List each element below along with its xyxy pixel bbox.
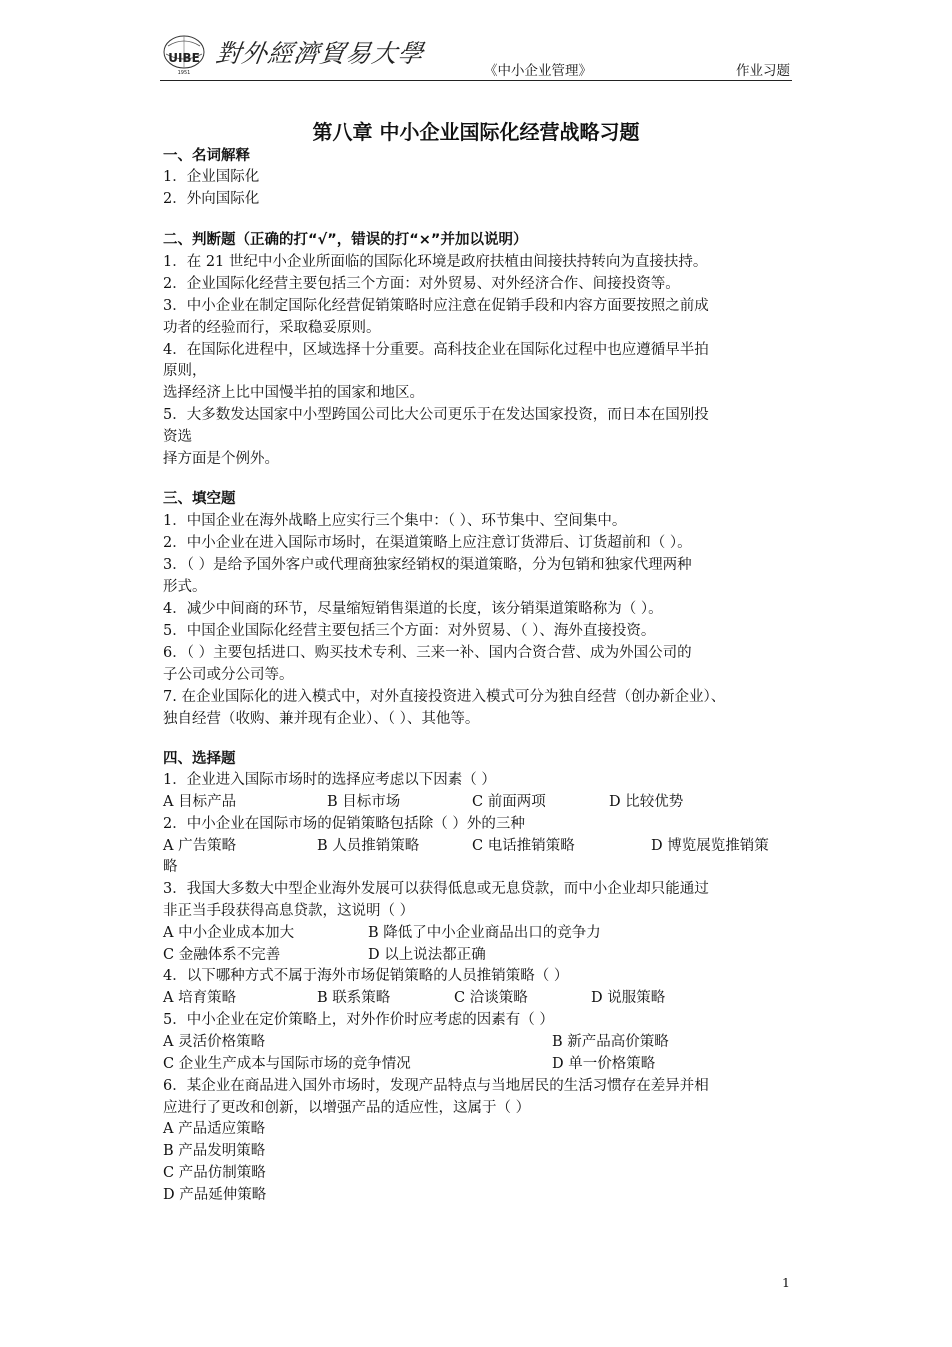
university-logo-icon (160, 32, 208, 76)
option-a: A 培育策略 (163, 990, 237, 1006)
text-line: 5．中国企业国际化经营主要包括三个方面：对外贸易、（ ）、海外直接投资。 (163, 623, 656, 639)
option-b: B 产品发明策略 (163, 1143, 266, 1159)
option-c: C 前面两项 (472, 794, 546, 810)
course-name: 《中小企业管理》 (484, 63, 592, 79)
option-c: C 产品仿制策略 (163, 1165, 266, 1181)
text-line: 功者的经验而行，采取稳妥原则。 (163, 320, 381, 336)
question-2: 2．中小企业在国际市场的促销策略包括除（ ）外的三种 (163, 816, 525, 832)
section-heading-3: 三、填空题 (163, 491, 236, 507)
text-line: 选择经济上比中国慢半拍的国家和地区。 (163, 385, 424, 401)
option-d: D 比较优势 (609, 794, 684, 810)
section-heading-4: 四、选择题 (163, 751, 236, 767)
text-line: 3．（ ）是给予国外客户或代理商独家经销权的渠道策略，分为包销和独家代理两种 (163, 557, 692, 573)
page-number: 1 (782, 1275, 790, 1290)
text-line: 略 (163, 859, 178, 875)
option-d: D 博览展览推销策 (651, 838, 769, 854)
university-name: 對外經濟貿易大學 (213, 39, 426, 68)
text-line: 5．大多数发达国家中小型跨国公司比大公司更乐于在发达国家投资，而日本在国别投 (163, 407, 709, 423)
question-5: 5．中小企业在定价策略上，对外作价时应考虑的因素有（ ） (163, 1012, 554, 1028)
list-item: 1．企业国际化 (163, 169, 260, 185)
text-line: 择方面是个例外。 (163, 451, 279, 467)
text-line: 原则， (163, 363, 207, 379)
option-a: A 灵活价格策略 (163, 1034, 266, 1050)
option-c: C 洽谈策略 (454, 990, 528, 1006)
question-3-cont: 非正当手段获得高息贷款，这说明（ ） (163, 903, 415, 919)
question-3: 3．我国大多数大中型企业海外发展可以获得低息或无息贷款，而中小企业却只能通过 (163, 881, 709, 897)
list-item: 2．外向国际化 (163, 191, 260, 207)
text-line: 6．（ ）主要包括进口、购买技术专利、三来一补、国内合资合营、成为外国公司的 (163, 645, 692, 661)
doc-type: 作业习题 (736, 63, 790, 79)
option-b: B 目标市场 (327, 794, 401, 810)
option-c: C 企业生产成本与国际市场的竞争情况 (163, 1056, 411, 1072)
text-line: 4．在国际化进程中，区域选择十分重要。高科技企业在国际化过程中也应遵循早半拍 (163, 342, 709, 358)
option-d: D 单一价格策略 (552, 1056, 656, 1072)
option-b: B 人员推销策略 (317, 838, 420, 854)
option-b: B 联系策略 (317, 990, 391, 1006)
question-4: 4．以下哪种方式不属于海外市场促销策略的人员推销策略（ ） (163, 968, 569, 984)
logo-text: UIBE (168, 51, 200, 65)
text-line: 2．中小企业在进入国际市场时，在渠道策略上应注意订货滞后、订货超前和（ ）。 (163, 535, 692, 551)
option-a: A 中小企业成本加大 (163, 925, 295, 941)
option-a: A 目标产品 (163, 794, 237, 810)
page-header (160, 28, 792, 81)
option-a: A 产品适应策略 (163, 1121, 266, 1137)
option-d: D 产品延伸策略 (163, 1187, 267, 1203)
text-line: 3．中小企业在制定国际化经营促销策略时应注意在促销手段和内容方面要按照之前成 (163, 298, 709, 314)
text-line: 独自经营（收购、兼并现有企业）、（ ）、其他等。 (163, 711, 480, 727)
text-line: 7. 在企业国际化的进入模式中，对外直接投资进入模式可分为独自经营（创办新企业）、 (163, 689, 726, 705)
logo-year: 1951 (177, 70, 191, 76)
question-1: 1．企业进入国际市场时的选择应考虑以下因素（ ） (163, 772, 496, 788)
text-line: 资选 (163, 429, 192, 445)
text-line: 1．中国企业在海外战略上应实行三个集中：（ ）、环节集中、空间集中。 (163, 513, 627, 529)
option-d: D 以上说法都正确 (368, 947, 486, 963)
text-line: 4．减少中间商的环节，尽量缩短销售渠道的长度，该分销渠道策略称为（ ）。 (163, 601, 663, 617)
option-a: A 广告策略 (163, 838, 237, 854)
text-line: 形式。 (163, 579, 207, 595)
section-heading-2: 二、判断题（正确的打“√”，错误的打“×”并加以说明） (163, 232, 528, 248)
text-line: 1．在 21 世纪中小企业所面临的国际化环境是政府扶植由间接扶持转向为直接扶持。 (163, 254, 708, 270)
option-d: D 说服策略 (591, 990, 666, 1006)
text-line: 2．企业国际化经营主要包括三个方面：对外贸易、对外经济合作、间接投资等。 (163, 276, 680, 292)
option-b: B 新产品高价策略 (552, 1034, 669, 1050)
section-heading-1: 一、名词解释 (163, 148, 250, 164)
text-line: 子公司或分公司等。 (163, 667, 294, 683)
page-title: 第八章 中小企业国际化经营战略习题 (312, 120, 640, 144)
option-c: C 电话推销策略 (472, 838, 575, 854)
question-6: 6．某企业在商品进入国外市场时，发现产品特点与当地居民的生活习惯存在差异并相 (163, 1078, 709, 1094)
question-6-cont: 应进行了更改和创新，以增强产品的适应性，这属于（ ） (163, 1100, 531, 1116)
option-c: C 金融体系不完善 (163, 947, 281, 963)
option-b: B 降低了中小企业商品出口的竞争力 (368, 925, 601, 941)
